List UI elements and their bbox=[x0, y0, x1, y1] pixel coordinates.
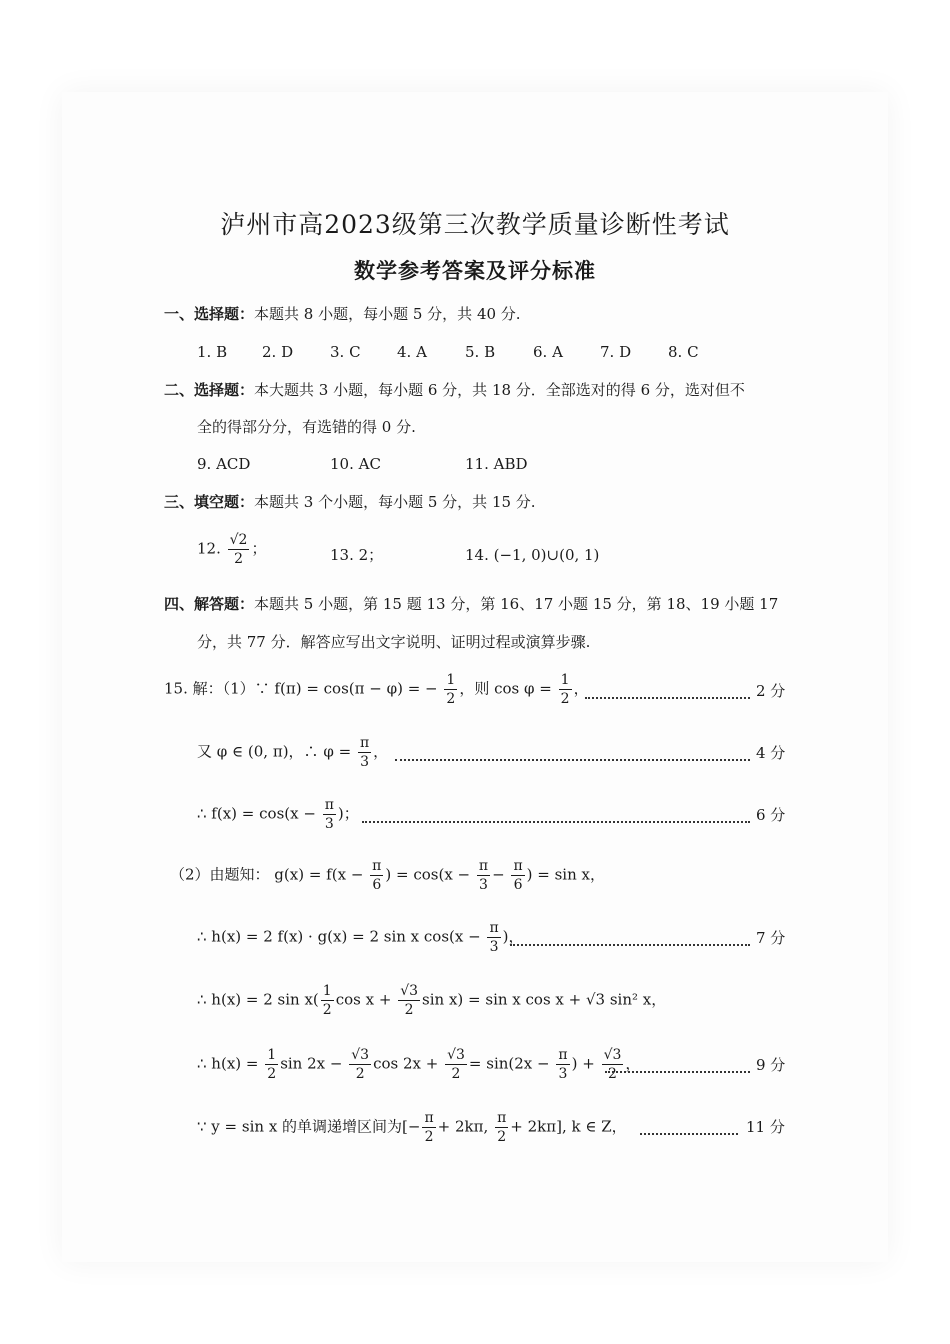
answer: 3. C bbox=[330, 343, 361, 361]
section-1-desc: 本题共 8 小题，每小题 5 分，共 40 分. bbox=[254, 305, 521, 323]
fraction: $\frac{\pi}{6}$ bbox=[372, 858, 382, 893]
fraction: $\frac{\pi}{2}$ bbox=[424, 1110, 434, 1145]
answer: 7. D bbox=[600, 343, 632, 361]
fraction: $\frac{\pi}{3}$ bbox=[489, 920, 499, 955]
fraction: $\frac{\pi}{2}$ bbox=[497, 1110, 507, 1145]
answer: 8. C bbox=[668, 343, 699, 361]
answer: 2. D bbox=[262, 343, 294, 361]
fraction: $\frac{\pi}{3}$ bbox=[558, 1047, 568, 1082]
score-leader bbox=[640, 1133, 738, 1135]
doc-title: 泸州市高2023级第三次教学质量诊断性考试 bbox=[220, 210, 730, 239]
score-label: 2 分 bbox=[756, 682, 786, 700]
answer: 9. ACD bbox=[197, 455, 251, 473]
fraction: $\frac{\pi}{3}$ bbox=[359, 735, 370, 770]
answer-12-label: 12. bbox=[197, 539, 221, 558]
q15-line-3: ∴ f(x) = cos(x − $\frac{\pi}{3}$ )； bbox=[197, 797, 359, 832]
score-leader bbox=[605, 1071, 750, 1073]
score-label: 9 分 bbox=[756, 1056, 786, 1074]
score-label: 11 分 bbox=[746, 1118, 785, 1136]
q15-line-7: ∴ h(x) = $\frac{1}{2}$ sin 2x − $\frac{√3}{2}$ cos 2x + $\frac{√3}{2}$ = sin(2x − $\frac{\pi}{3}$ ) + $\frac{√3}{2}$ ， bbox=[197, 1047, 641, 1082]
score-label: 7 分 bbox=[756, 929, 786, 947]
answer: 10. AC bbox=[330, 455, 381, 473]
score-leader bbox=[510, 944, 750, 946]
section-1-line bbox=[164, 307, 521, 322]
q15-line-4: （2）由题知： g(x) = f(x − $\frac{\pi}{6}$ ) = cos(x − $\frac{\pi}{3}$ − $\frac{\pi}{6}$ ) = sin x， bbox=[170, 858, 605, 893]
section-4-desc: 本题共 5 小题，第 15 题 13 分，第 16、17 小题 15 分，第 18、19 小题 17 bbox=[254, 595, 779, 613]
fraction: $\frac{1}{2}$ bbox=[322, 983, 332, 1018]
fraction: $\frac{√3}{2}$ bbox=[400, 983, 419, 1018]
fraction: $\frac{√3}{2}$ bbox=[603, 1047, 622, 1082]
section-4-line bbox=[164, 597, 778, 612]
fraction: $\frac{√2}{2}$ bbox=[229, 532, 248, 567]
section-1-head: 一、选择题： bbox=[164, 305, 255, 323]
q15-line-6: ∴ h(x) = 2 sin x( $\frac{1}{2}$ cos x + $\frac{√3}{2}$ sin x) = sin x cos x + √3 sin² x， bbox=[197, 983, 667, 1018]
answer-14: 14. (−1, 0)∪(0, 1) bbox=[465, 546, 600, 564]
fraction: $\frac{√3}{2}$ bbox=[447, 1047, 465, 1082]
score-label: 4 分 bbox=[756, 744, 786, 762]
fraction: $\frac{\pi}{6}$ bbox=[513, 858, 523, 893]
score-leader bbox=[362, 821, 750, 823]
score-leader bbox=[395, 759, 750, 761]
section-2-head: 二、选择题： bbox=[164, 381, 255, 399]
answer: 5. B bbox=[465, 343, 496, 361]
answer-13: 13. 2； bbox=[330, 546, 384, 564]
section-2-line bbox=[164, 383, 745, 398]
score-leader bbox=[585, 697, 750, 699]
q15-line-5: ∴ h(x) = 2 f(x) · g(x) = 2 sin x cos(x − $\frac{\pi}{3}$ )， bbox=[197, 920, 524, 955]
answer-12: 12. $\frac{√2}{2}$ ； bbox=[197, 532, 267, 567]
doc-subtitle: 数学参考答案及评分标准 bbox=[354, 258, 596, 283]
fraction: $\frac{1}{2}$ bbox=[446, 672, 456, 707]
score-label: 6 分 bbox=[756, 806, 786, 824]
q15-line-1: 15. 解：（1）∵ f(π) = cos(π − φ) = − $\frac{1}{2}$ ，则 cos φ = $\frac{1}{2}$ ， bbox=[164, 672, 589, 707]
fraction: $\frac{\pi}{3}$ bbox=[478, 858, 489, 893]
section-3-line bbox=[164, 495, 536, 510]
answer: 11. ABD bbox=[465, 455, 528, 473]
section-4-head: 四、解答题： bbox=[164, 595, 255, 613]
section-2-desc-cont: 全的得部分分，有选错的得 0 分. bbox=[197, 418, 416, 436]
section-4-desc-cont: 分，共 77 分．解答应写出文字说明、证明过程或演算步骤. bbox=[197, 633, 591, 651]
q15-line-8: ∵ y = sin x 的单调递增区间为[− $\frac{\pi}{2}$ + 2kπ, $\frac{\pi}{2}$ + 2kπ], k ∈ Z， bbox=[197, 1110, 627, 1145]
answer: 1. B bbox=[197, 343, 228, 361]
answer: 4. A bbox=[397, 343, 427, 361]
fraction: $\frac{\pi}{3}$ bbox=[324, 797, 334, 832]
fraction: $\frac{1}{2}$ bbox=[267, 1047, 277, 1082]
section-3-desc: 本题共 3 个小题，每小题 5 分，共 15 分. bbox=[254, 493, 536, 511]
q15-line-2: 又 φ ∈ (0, π)，∴ φ = $\frac{\pi}{3}$ ， bbox=[197, 735, 389, 770]
fraction: $\frac{1}{2}$ bbox=[560, 672, 570, 707]
answer: 6. A bbox=[533, 343, 563, 361]
fraction: $\frac{√3}{2}$ bbox=[351, 1047, 370, 1082]
section-3-head: 三、填空题： bbox=[164, 493, 255, 511]
section-2-desc: 本大题共 3 小题，每小题 6 分，共 18 分．全部选对的得 6 分，选对但不 bbox=[254, 381, 745, 399]
